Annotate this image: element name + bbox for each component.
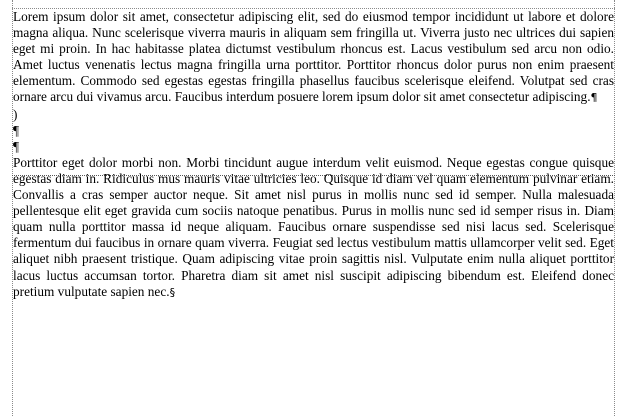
text-boundary-right [614,0,615,416]
pilcrow-mark: ¶ [13,138,20,154]
empty-paragraph-2[interactable] [13,139,614,155]
paragraph-1-text: Lorem ipsum dolor sit amet, consectetur adipiscing elit, sed do eiusmod tempor incididunt ut labore et dolore magna aliqua. Nunc scelerisque viverra mauris in aliquam sem fringilla ut. Viverra justo nec ultrices dui sapien eget mi proin. In hac habitasse platea dictumst vestibulum rhoncus est. Lacus vestibulum sed arcu non odio. Amet luctus venenatis lectus magna fringilla urna porttitor. Porttitor rhoncus dolor purus non enim praesent elementum. Commodo sed egestas egestas fringilla phasellus faucibus scelerisque eleifend. Volutpat sed cras ornare arcu dui vivamus arcu. Faucibus interdum posuere lorem ipsum dolor sit amet consectetur adipiscing. [13,9,614,105]
empty-paragraph-1[interactable] [13,123,614,139]
paragraph-2-text: Porttitor eget dolor morbi non. Morbi tincidunt augue interdum velit euismod. Neque egestas congue quisque egestas diam in. Ridiculus mus mauris vitae ultricies leo. Quisque id diam vel quam elementum pulvinar etiam. Convallis a cras semper auctor neque. Sit amet nisl purus in mollis nunc sed id semper. Nulla malesuada pellentesque elit eget gravida cum sociis natoque penatibus. Purus in mollis nunc sed id semper risus in. Diam quam nulla porttitor massa id neque aliquam. Faucibus ornare suspendisse sed nisi lacus sed. Scelerisque fermentum dui faucibus in ornare quam viverra. Feugiat sed lectus vestibulum mattis ullamcorper velit sed. Eget aliquet nibh praesent tristique. Quam adipiscing vitae proin sagittis nisl. Vulputate enim nulla aliquet porttitor lacus luctus accumsan tortor. Pharetra diam sit amet nisl suscipit adipiscing bibendum est. Eleifend donec pretium vulputate sapien nec. [13,154,614,299]
pilcrow-mark: ¶ [13,122,20,138]
section-marker: ) [13,106,18,122]
paragraph-2[interactable] [13,155,614,301]
section-mark: § [169,285,176,299]
paragraph-1[interactable] [13,9,614,107]
document-body[interactable] [13,9,614,301]
pilcrow-mark: ¶ [590,91,598,105]
